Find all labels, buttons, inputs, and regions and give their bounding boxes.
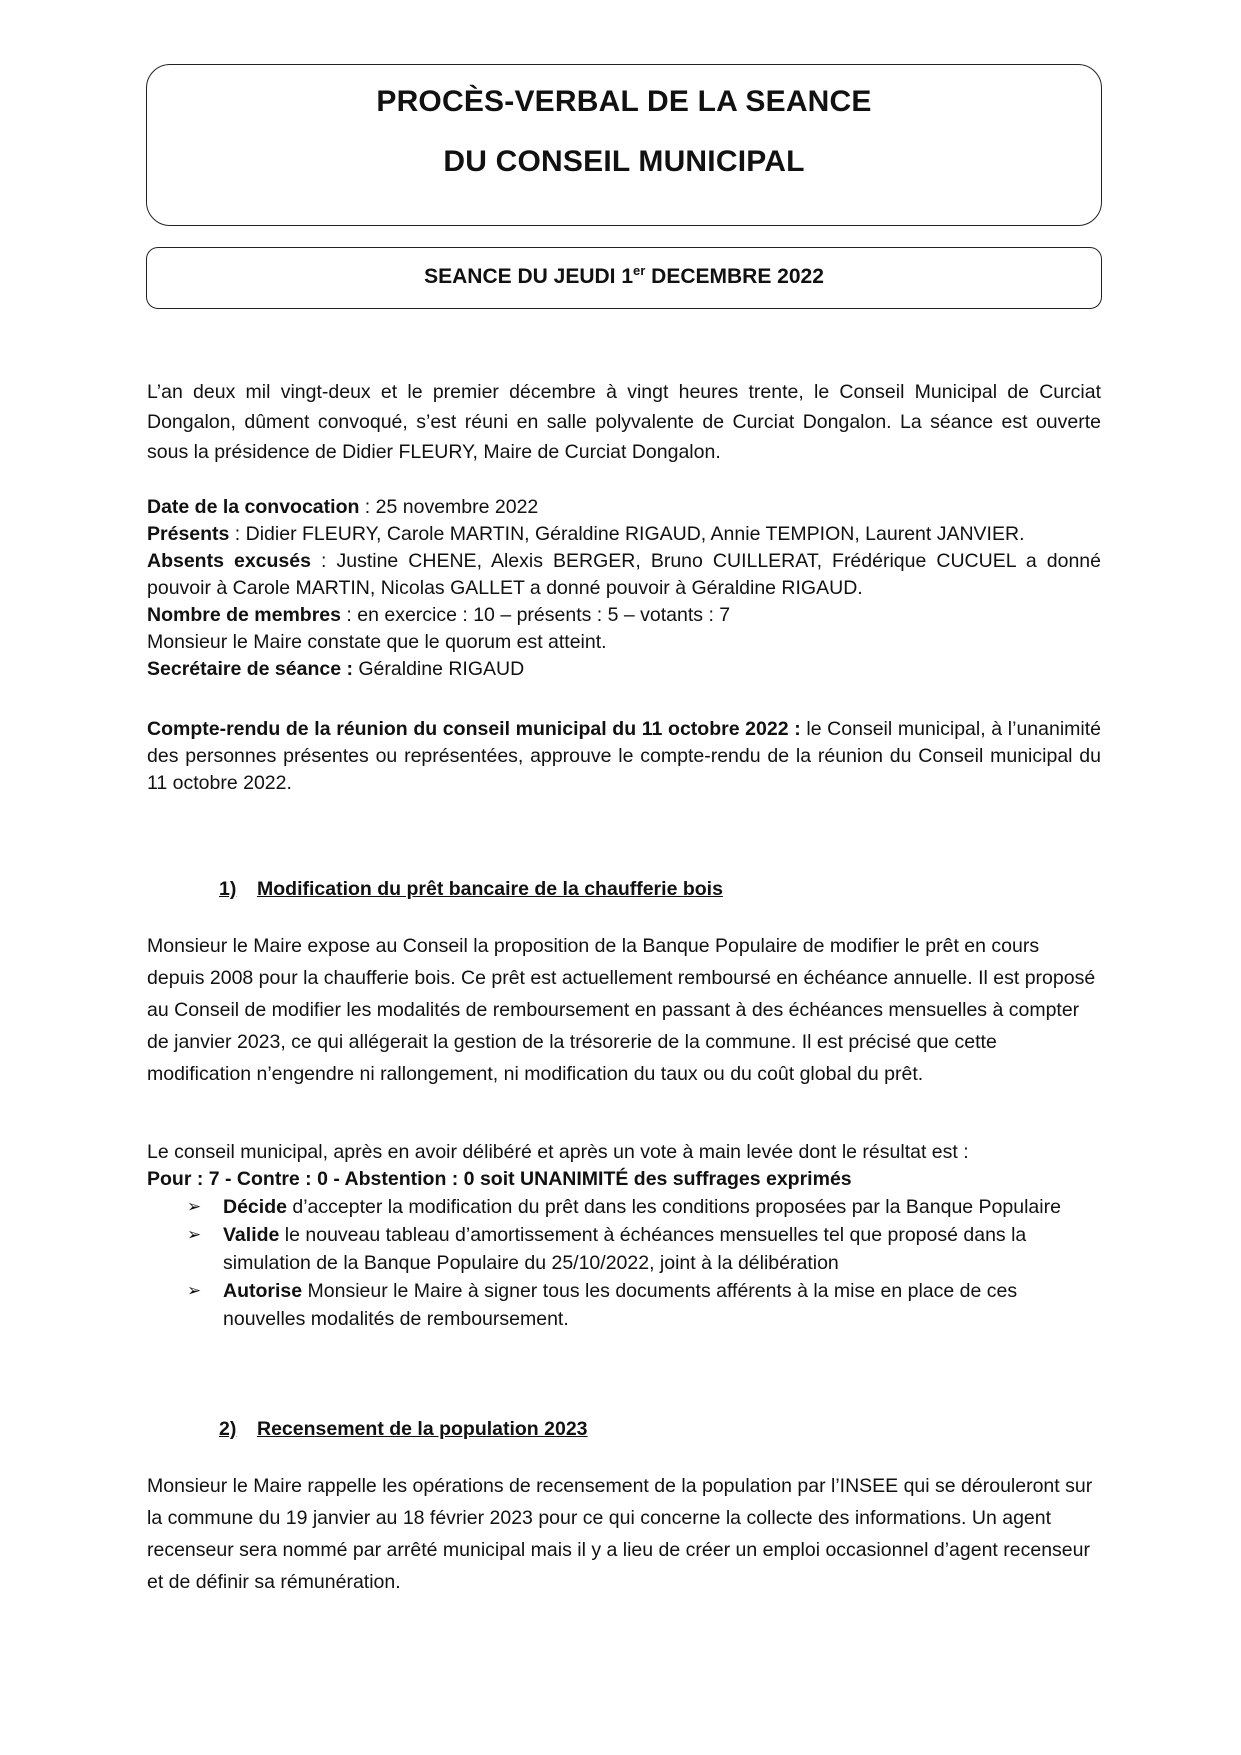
document-title-line-2: DU CONSEIL MUNICIPAL: [443, 145, 805, 178]
convocation-value: : 25 novembre 2022: [359, 496, 539, 518]
absents-line: [147, 548, 1101, 602]
section-2-title: Recensement de la population 2023: [257, 1418, 588, 1440]
section-2-number: 2): [219, 1418, 237, 1440]
members-line: [147, 602, 1101, 629]
decision-item: [147, 1277, 1101, 1333]
presents-label: Présents: [147, 523, 230, 545]
session-date-superscript: er: [633, 263, 646, 278]
presents-value: : Didier FLEURY, Carole MARTIN, Géraldine RIGAUD, Annie TEMPION, Laurent JANVIER.: [229, 523, 1025, 545]
document-title-line-1: PROCÈS-VERBAL DE LA SEANCE: [376, 85, 872, 118]
section-1-body: Monsieur le Maire expose au Conseil la proposition de la Banque Populaire de modifier le prêt en cours depuis 2008 pour la chaufferie bois. Ce prêt est actuellement remboursé en échéance annuelle. Il est proposé au Conseil de modifier les modalités de remboursement en passant à des échéances mensuelles à compter de janvier 2023, ce qui allégerait la gestion de la trésorerie de la commune. Il est précisé que cette modification n’engendre ni rallongement, ni modification du taux ou du coût global du prêt.: [147, 935, 1096, 1085]
decision-item: [147, 1221, 1101, 1277]
section-1-vote: [147, 1139, 1101, 1193]
decision-item: [147, 1193, 1101, 1221]
absents-value: : Justine CHENE, Alexis BERGER, Bruno CUILLERAT, Frédérique CUCUEL a donné pouvoir à Carole MARTIN, Nicolas GALLET a donné pouvoir à Géraldine RIGAUD.: [147, 550, 1101, 599]
attendance-block: [147, 494, 1101, 683]
secretary-line: [147, 656, 1101, 683]
title-box: [146, 64, 1102, 226]
vote-intro: Le conseil municipal, après en avoir délibéré et après un vote à main levée dont le résultat est :: [147, 1141, 969, 1163]
session-date: [147, 263, 1101, 289]
vote-result: [147, 1166, 1101, 1193]
minutes-paragraph: [147, 716, 1101, 797]
session-date-suffix: DECEMBRE 2022: [645, 265, 824, 288]
secretary-label: Secrétaire de séance :: [147, 658, 353, 680]
members-label: Nombre de membres: [147, 604, 341, 626]
section-1-number: 1): [219, 878, 237, 900]
section-2-body: Monsieur le Maire rappelle les opérations de recensement de la population par l’INSEE qui se dérouleront sur la commune du 19 janvier au 18 février 2023 pour ce qui concerne la collecte des informations. Un agent recenseur sera nommé par arrêté municipal mais il y a lieu de créer un emploi occasionnel d’agent recenseur et de définir sa rémunération.: [147, 1475, 1093, 1593]
arrow-bullet-icon: ➢: [187, 1225, 202, 1244]
convocation-line: [147, 494, 1101, 521]
convocation-label: Date de la convocation: [147, 496, 360, 518]
decision-verb: Décide: [223, 1196, 287, 1218]
members-value: : en exercice : 10 – présents : 5 – votants : 7: [340, 604, 731, 626]
absents-label: Absents excusés: [147, 550, 311, 572]
decision-text: d’accepter la modification du prêt dans les conditions proposées par la Banque Populaire: [286, 1196, 1061, 1218]
vote-result-text: Pour : 7 - Contre : 0 - Abstention : 0 soit UNANIMITÉ des suffrages exprimés: [147, 1168, 852, 1190]
section-2-heading: [219, 1418, 588, 1441]
decision-verb: Valide: [223, 1224, 280, 1246]
arrow-bullet-icon: ➢: [187, 1197, 202, 1216]
intro-paragraph: L’an deux mil vingt-deux et le premier décembre à vingt heures trente, le Conseil Municipal de Curciat Dongalon, dûment convoqué, s’est réuni en salle polyvalente de Curciat Dongalon. La séance est ouverte sous la présidence de Didier FLEURY, Maire de Curciat Dongalon.: [147, 381, 1101, 463]
decision-text: Monsieur le Maire à signer tous les documents afférents à la mise en place de ces nouvelles modalités de remboursement.: [223, 1280, 1018, 1330]
arrow-bullet-icon: ➢: [187, 1281, 202, 1300]
presents-line: [147, 521, 1101, 548]
decision-text: le nouveau tableau d’amortissement à échéances mensuelles tel que proposé dans la simulation de la Banque Populaire du 25/10/2022, joint à la délibération: [223, 1224, 1027, 1274]
minutes-label: Compte-rendu de la réunion du conseil municipal du 11 octobre 2022 :: [147, 718, 801, 740]
section-1-heading: [219, 878, 723, 901]
session-date-box: [146, 247, 1102, 309]
quorum-line: Monsieur le Maire constate que le quorum est atteint.: [147, 631, 607, 653]
secretary-value: Géraldine RIGAUD: [352, 658, 525, 680]
decision-list: [147, 1193, 1101, 1333]
section-1-title: Modification du prêt bancaire de la chaufferie bois: [257, 878, 723, 900]
minutes-text: le Conseil municipal, à l’unanimité des personnes présentes ou représentées, approuve le compte-rendu de la réunion du Conseil municipal du 11 octobre 2022.: [147, 718, 1102, 794]
session-date-prefix: SEANCE DU JEUDI 1: [424, 265, 634, 288]
decision-verb: Autorise: [223, 1280, 303, 1302]
